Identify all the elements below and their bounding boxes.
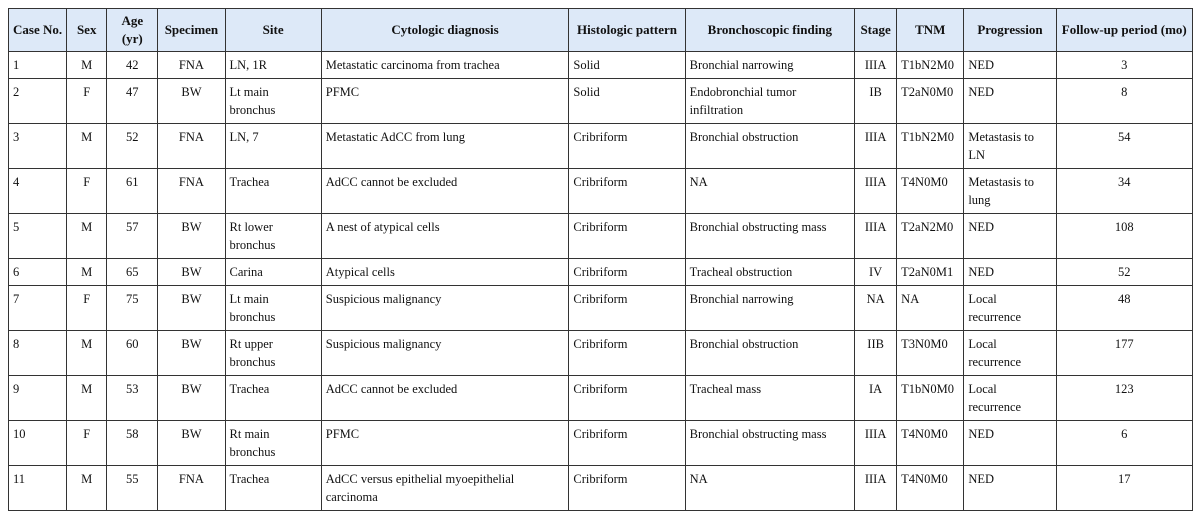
- cell-age: 75: [107, 286, 158, 331]
- cell-bronchoscopic-finding: Bronchial narrowing: [685, 286, 854, 331]
- header-bronchoscopic-finding: Bronchoscopic finding: [685, 9, 854, 52]
- cell-progression: NED: [964, 214, 1056, 259]
- cell-case-no: 7: [9, 286, 67, 331]
- cell-case-no: 6: [9, 259, 67, 286]
- cell-cytologic-diagnosis: Atypical cells: [321, 259, 569, 286]
- cell-follow-up-period: 6: [1056, 421, 1192, 466]
- cell-age: 61: [107, 169, 158, 214]
- cell-bronchoscopic-finding: Bronchial obstruction: [685, 331, 854, 376]
- cell-follow-up-period: 3: [1056, 52, 1192, 79]
- header-histologic-pattern: Histologic pattern: [569, 9, 685, 52]
- cell-case-no: 2: [9, 79, 67, 124]
- cell-case-no: 1: [9, 52, 67, 79]
- cell-sex: M: [67, 52, 107, 79]
- cell-bronchoscopic-finding: Tracheal mass: [685, 376, 854, 421]
- cell-cytologic-diagnosis: Suspicious malignancy: [321, 286, 569, 331]
- cell-sex: M: [67, 466, 107, 511]
- cell-stage: IA: [855, 376, 897, 421]
- cell-site: Trachea: [225, 169, 321, 214]
- cell-stage: IIIA: [855, 52, 897, 79]
- cell-bronchoscopic-finding: Endobronchial tumor infiltration: [685, 79, 854, 124]
- cell-case-no: 3: [9, 124, 67, 169]
- cell-histologic-pattern: Cribriform: [569, 421, 685, 466]
- cell-histologic-pattern: Solid: [569, 52, 685, 79]
- cell-follow-up-period: 34: [1056, 169, 1192, 214]
- cell-progression: Local recurrence: [964, 286, 1056, 331]
- cell-tnm: T2aN0M1: [897, 259, 964, 286]
- cell-case-no: 11: [9, 466, 67, 511]
- cell-tnm: T4N0M0: [897, 169, 964, 214]
- cell-tnm: NA: [897, 286, 964, 331]
- cell-specimen: BW: [158, 259, 225, 286]
- cell-site: LN, 7: [225, 124, 321, 169]
- cell-sex: M: [67, 376, 107, 421]
- cell-cytologic-diagnosis: Suspicious malignancy: [321, 331, 569, 376]
- cell-histologic-pattern: Cribriform: [569, 124, 685, 169]
- cell-specimen: FNA: [158, 169, 225, 214]
- cell-stage: IV: [855, 259, 897, 286]
- cell-tnm: T1bN0M0: [897, 376, 964, 421]
- table-row: [9, 331, 1193, 376]
- header-cytologic-diagnosis: Cytologic diagnosis: [321, 9, 569, 52]
- cell-site: Trachea: [225, 466, 321, 511]
- cell-cytologic-diagnosis: AdCC cannot be excluded: [321, 376, 569, 421]
- cell-age: 57: [107, 214, 158, 259]
- table-row: [9, 124, 1193, 169]
- cell-bronchoscopic-finding: NA: [685, 466, 854, 511]
- cell-tnm: T1bN2M0: [897, 52, 964, 79]
- cell-sex: M: [67, 214, 107, 259]
- cell-follow-up-period: 8: [1056, 79, 1192, 124]
- table-row: [9, 214, 1193, 259]
- case-summary-table: [8, 8, 1193, 511]
- table-body: [9, 52, 1193, 511]
- header-site: Site: [225, 9, 321, 52]
- header-sex: Sex: [67, 9, 107, 52]
- cell-stage: IIIA: [855, 421, 897, 466]
- cell-site: Rt lower bronchus: [225, 214, 321, 259]
- header-case-no: Case No.: [9, 9, 67, 52]
- table-row: [9, 52, 1193, 79]
- cell-cytologic-diagnosis: AdCC cannot be excluded: [321, 169, 569, 214]
- cell-age: 53: [107, 376, 158, 421]
- cell-sex: M: [67, 331, 107, 376]
- cell-stage: IIIA: [855, 169, 897, 214]
- cell-bronchoscopic-finding: Tracheal obstruction: [685, 259, 854, 286]
- cell-bronchoscopic-finding: Bronchial obstructing mass: [685, 214, 854, 259]
- cell-histologic-pattern: Cribriform: [569, 259, 685, 286]
- table-row: [9, 259, 1193, 286]
- cell-specimen: BW: [158, 376, 225, 421]
- table-row: [9, 421, 1193, 466]
- cell-histologic-pattern: Cribriform: [569, 169, 685, 214]
- cell-site: Lt main bronchus: [225, 286, 321, 331]
- cell-site: Lt main bronchus: [225, 79, 321, 124]
- cell-tnm: T3N0M0: [897, 331, 964, 376]
- cell-follow-up-period: 48: [1056, 286, 1192, 331]
- cell-age: 52: [107, 124, 158, 169]
- cell-specimen: FNA: [158, 466, 225, 511]
- cell-case-no: 8: [9, 331, 67, 376]
- cell-stage: IIIA: [855, 214, 897, 259]
- cell-histologic-pattern: Cribriform: [569, 214, 685, 259]
- cell-stage: IIIA: [855, 466, 897, 511]
- table-row: [9, 79, 1193, 124]
- cell-site: Carina: [225, 259, 321, 286]
- cell-sex: M: [67, 259, 107, 286]
- cell-histologic-pattern: Cribriform: [569, 331, 685, 376]
- cell-bronchoscopic-finding: Bronchial obstructing mass: [685, 421, 854, 466]
- cell-histologic-pattern: Cribriform: [569, 466, 685, 511]
- header-follow-up-period: Follow-up period (mo): [1056, 9, 1192, 52]
- cell-tnm: T2aN0M0: [897, 79, 964, 124]
- cell-sex: F: [67, 286, 107, 331]
- cell-histologic-pattern: Solid: [569, 79, 685, 124]
- cell-cytologic-diagnosis: Metastatic carcinoma from trachea: [321, 52, 569, 79]
- cell-specimen: FNA: [158, 124, 225, 169]
- cell-cytologic-diagnosis: PFMC: [321, 79, 569, 124]
- header-age: Age (yr): [107, 9, 158, 52]
- cell-histologic-pattern: Cribriform: [569, 286, 685, 331]
- table-row: [9, 286, 1193, 331]
- cell-specimen: FNA: [158, 52, 225, 79]
- cell-bronchoscopic-finding: Bronchial obstruction: [685, 124, 854, 169]
- cell-site: Trachea: [225, 376, 321, 421]
- cell-age: 65: [107, 259, 158, 286]
- cell-bronchoscopic-finding: NA: [685, 169, 854, 214]
- cell-stage: IIIA: [855, 124, 897, 169]
- cell-stage: IIB: [855, 331, 897, 376]
- cell-age: 55: [107, 466, 158, 511]
- cell-tnm: T4N0M0: [897, 421, 964, 466]
- cell-case-no: 4: [9, 169, 67, 214]
- cell-follow-up-period: 52: [1056, 259, 1192, 286]
- cell-histologic-pattern: Cribriform: [569, 376, 685, 421]
- cell-follow-up-period: 177: [1056, 331, 1192, 376]
- cell-tnm: T4N0M0: [897, 466, 964, 511]
- cell-tnm: T2aN2M0: [897, 214, 964, 259]
- cell-age: 47: [107, 79, 158, 124]
- cell-cytologic-diagnosis: AdCC versus epithelial myoepithelial carcinoma: [321, 466, 569, 511]
- cell-follow-up-period: 108: [1056, 214, 1192, 259]
- table-row: [9, 466, 1193, 511]
- table-row: [9, 376, 1193, 421]
- cell-progression: Local recurrence: [964, 376, 1056, 421]
- header-stage: Stage: [855, 9, 897, 52]
- cell-site: LN, 1R: [225, 52, 321, 79]
- cell-cytologic-diagnosis: PFMC: [321, 421, 569, 466]
- cell-case-no: 5: [9, 214, 67, 259]
- cell-age: 42: [107, 52, 158, 79]
- cell-case-no: 9: [9, 376, 67, 421]
- cell-progression: NED: [964, 79, 1056, 124]
- cell-specimen: BW: [158, 286, 225, 331]
- cell-stage: NA: [855, 286, 897, 331]
- header-progression: Progression: [964, 9, 1056, 52]
- cell-sex: F: [67, 169, 107, 214]
- cell-progression: NED: [964, 52, 1056, 79]
- header-tnm: TNM: [897, 9, 964, 52]
- cell-progression: Metastasis to lung: [964, 169, 1056, 214]
- cell-progression: NED: [964, 259, 1056, 286]
- cell-case-no: 10: [9, 421, 67, 466]
- cell-sex: F: [67, 79, 107, 124]
- cell-stage: IB: [855, 79, 897, 124]
- cell-progression: NED: [964, 466, 1056, 511]
- cell-site: Rt main bronchus: [225, 421, 321, 466]
- table-row: [9, 169, 1193, 214]
- cell-progression: Metastasis to LN: [964, 124, 1056, 169]
- header-specimen: Specimen: [158, 9, 225, 52]
- cell-sex: F: [67, 421, 107, 466]
- cell-sex: M: [67, 124, 107, 169]
- cell-cytologic-diagnosis: A nest of atypical cells: [321, 214, 569, 259]
- cell-follow-up-period: 17: [1056, 466, 1192, 511]
- cell-cytologic-diagnosis: Metastatic AdCC from lung: [321, 124, 569, 169]
- cell-age: 58: [107, 421, 158, 466]
- cell-bronchoscopic-finding: Bronchial narrowing: [685, 52, 854, 79]
- cell-progression: NED: [964, 421, 1056, 466]
- cell-specimen: BW: [158, 331, 225, 376]
- cell-follow-up-period: 54: [1056, 124, 1192, 169]
- cell-specimen: BW: [158, 421, 225, 466]
- header-row: [9, 9, 1193, 52]
- cell-site: Rt upper bronchus: [225, 331, 321, 376]
- cell-tnm: T1bN2M0: [897, 124, 964, 169]
- cell-specimen: BW: [158, 214, 225, 259]
- cell-follow-up-period: 123: [1056, 376, 1192, 421]
- cell-age: 60: [107, 331, 158, 376]
- cell-progression: Local recurrence: [964, 331, 1056, 376]
- cell-specimen: BW: [158, 79, 225, 124]
